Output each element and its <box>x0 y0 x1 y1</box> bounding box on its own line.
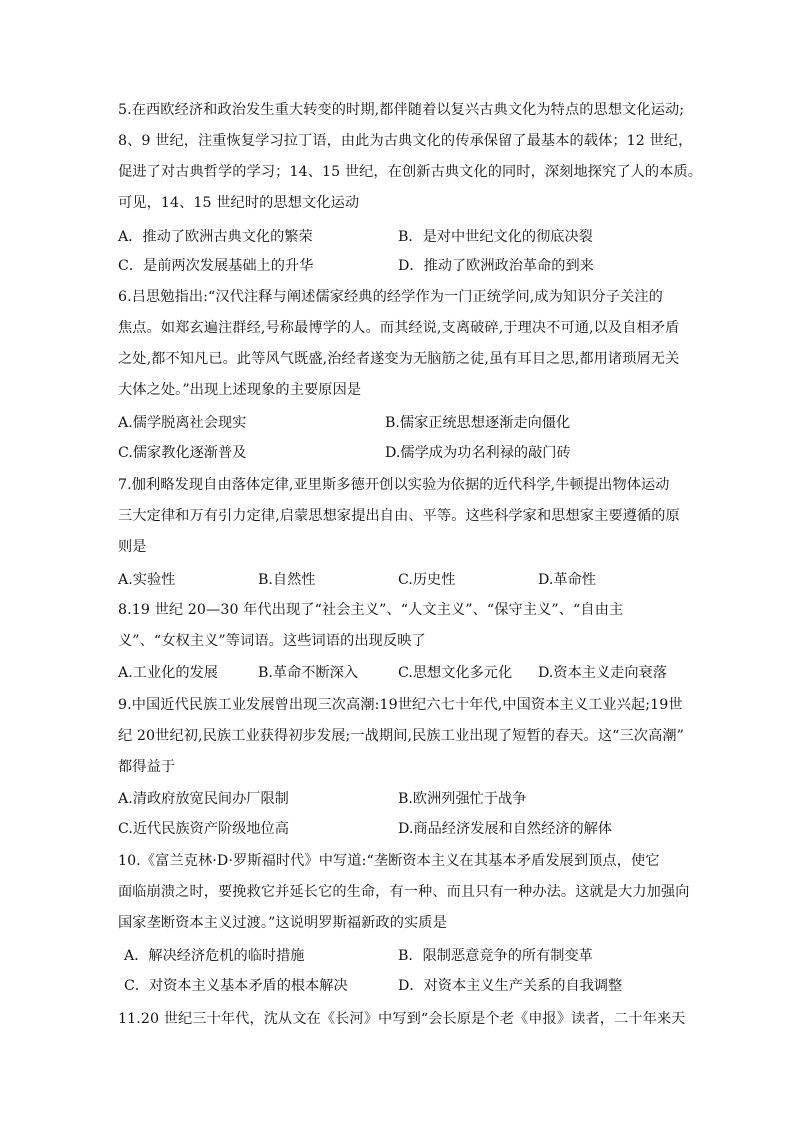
question-5-line-3: 促进了对古典哲学的学习；14、15 世纪，在创新古典文化的同时，深刻地探究了人的本质。 <box>118 164 703 180</box>
question-6-option-b: B.儒家正统思想逐渐走向僵化 <box>385 415 571 431</box>
question-9-option-d: D.商品经济发展和自然经济的解体 <box>398 821 613 837</box>
question-10-option-a: A．解决经济危机的临时措施 <box>124 948 305 964</box>
question-10-line-1: 10.《富兰克林·D·罗斯福时代》中写道:“垄断资本主义在其基本矛盾发展到顶点，使它 <box>118 853 660 869</box>
question-8-line-2: 义”、“女权主义”等词语。这些词语的出现反映了 <box>118 633 426 649</box>
question-6-option-c: C.儒家教化逐渐普及 <box>118 445 247 461</box>
question-10-option-b: B．限制恶意竞争的所有制变革 <box>398 948 593 964</box>
question-7-line-3: 则是 <box>118 539 147 555</box>
question-6-line-3: 之处,都不知凡已。此等风气既盛,治经者遂变为无脑筋之徒,虽有耳目之思,都用诸琐屑无关 <box>118 351 680 367</box>
question-5-option-d: D．推动了欧洲政治革命的到来 <box>398 258 594 274</box>
question-5-line-1: 5.在西欧经济和政治发生重大转变的时期,都伴随着以复兴古典文化为特点的思想文化运动; <box>118 102 685 118</box>
question-10-line-2: 面临崩溃之时，要挽救它并延长它的生命，有一种、而且只有一种办法。这就是大力加强向 <box>118 884 690 900</box>
question-7-option-d: D.革命性 <box>538 572 596 588</box>
question-11-line-1: 11.20 世纪三十年代，沈从文在《长河》中写到“会长原是个老《申报》读者，二十年来天 <box>118 1011 686 1027</box>
question-7-line-1: 7.伽利略发现自由落体定律,亚里斯多德开创以实验为依据的近代科学,牛顿提出物体运动 <box>118 477 670 493</box>
question-7-line-2: 三大定律和万有引力定律,启蒙思想家提出自由、平等。这些科学家和思想家主要遵循的原 <box>118 508 680 524</box>
question-7-option-b: B.自然性 <box>258 572 316 588</box>
question-6-line-1: 6.吕思勉指出:“汉代注释与阐述儒家经典的经学作为一门正统学问,成为知识分子关注的 <box>118 289 663 305</box>
question-7-option-c: C.历史性 <box>398 572 456 588</box>
question-8-line-1: 8.19 世纪 20—30 年代出现了“社会主义”、“人文主义”、“保守主义”、“自由主 <box>118 602 624 618</box>
question-5-option-b: B．是对中世纪文化的彻底决裂 <box>398 229 593 245</box>
question-6-option-a: A.儒学脱离社会现实 <box>118 415 247 431</box>
question-6-line-2: 焦点。如郑玄遍注群经,号称最博学的人。而其经说,支离破碎,于理决不可通,以及自相矛盾 <box>118 320 680 336</box>
question-8-option-d: D.资本主义走向衰落 <box>538 665 667 681</box>
question-10-option-c: C．对资本主义基本矛盾的根本解决 <box>124 978 348 994</box>
question-8-option-c: C.思想文化多元化 <box>398 665 513 681</box>
question-6-option-d: D.儒学成为功名利禄的敲门砖 <box>385 445 571 461</box>
question-9-line-3: 都得益于 <box>118 759 176 775</box>
question-10-option-d: D．对资本主义生产关系的自我调整 <box>398 978 623 994</box>
question-9-line-1: 9.中国近代民族工业发展曾出现三次高潮:19世纪六七十年代,中国资本主义工业兴起;19世 <box>118 697 683 713</box>
question-9-option-c: C.近代民族资产阶级地位高 <box>118 821 289 837</box>
question-6-line-4: 大体之处。”出现上述现象的主要原因是 <box>118 382 362 398</box>
question-9-option-b: B.欧洲列强忙于战争 <box>398 791 527 807</box>
question-9-option-a: A.清政府放宽民间办厂限制 <box>118 791 289 807</box>
question-9-line-2: 纪 20世纪初,民族工业获得初步发展;一战期间,民族工业出现了短暂的春天。这“三次高潮” <box>118 728 685 744</box>
question-10-line-3: 国家垄断资本主义过渡。”这说明罗斯福新政的实质是 <box>118 915 447 931</box>
question-5-line-2: 8、9 世纪，注重恢复学习拉丁语，由此为古典文化的传承保留了最基本的载体；12 世纪， <box>118 133 693 149</box>
question-8-option-a: A.工业化的发展 <box>118 665 218 681</box>
question-5-option-c: C．是前两次发展基础上的升华 <box>118 258 314 274</box>
question-7-option-a: A.实验性 <box>118 572 176 588</box>
question-8-option-b: B.革命不断深入 <box>258 665 359 681</box>
question-5-option-a: A．推动了欧洲古典文化的繁荣 <box>118 229 313 245</box>
question-5-line-4: 可见，14、15 世纪时的思想文化运动 <box>118 195 360 211</box>
